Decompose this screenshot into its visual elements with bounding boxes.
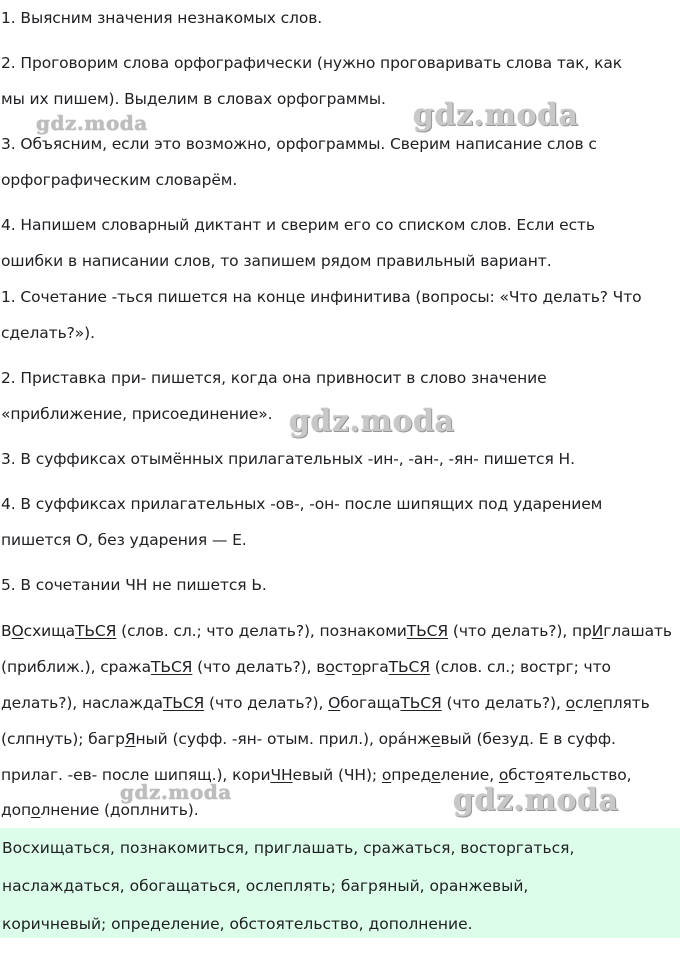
analysis-line-5: прилаг. -ев- после шипящ.), кориЧНевый (ЧН); определение, обстоятельство, [1,766,632,784]
rule-2-line-1: 2. Приставка при- пишется, когда она привносит в слово значение [1,369,547,387]
analysis-line-1: ВОсхищаТЬСЯ (слов. сл.; что делать?), познакомиТЬСЯ (что делать?), прИглашать [1,622,672,640]
watermark-logo: gdz.moda [289,404,455,439]
rule-5: 5. В сочетании ЧН не пишется Ь. [1,576,267,594]
step-2-line-2: мы их пишем). Выделим в словах орфограммы. [1,90,386,108]
rule-2-line-2: «приближение, присоединение». [1,405,273,423]
step-4-line-2: ошибки в написании слов, то запишем рядом правильный вариант. [1,252,552,270]
rule-1-line-2: сделать?»). [1,324,95,342]
watermark-logo: gdz.moda [453,783,619,818]
step-2-line-1: 2. Проговорим слова орфографически (нужно проговаривать слова так, как [1,54,623,72]
rule-4-line-1: 4. В суффиксах прилагательных -ов-, -он- после шипящих под ударением [1,495,603,513]
step-1: 1. Выясним значения незнакомых слов. [1,9,323,27]
answer-line-2: наслаждаться, обогащаться, ослеплять; багряный, оранжевый, [2,877,529,895]
answer-line-3: коричневый; определение, обстоятельство, дополнение. [2,915,473,933]
analysis-line-4: (слпнуть); багрЯный (суфф. -ян- отым. прил.), ора́нжевый (безуд. Е в суфф. [1,730,616,748]
analysis-line-3: делать?), наслаждаТЬСЯ (что делать?), ОбогащаТЬСЯ (что делать?), ослеплять [1,694,650,712]
rule-3: 3. В суффиксах отымённых прилагательных -ин-, -ан-, -ян- пишется Н. [1,450,575,468]
step-4-line-1: 4. Напишем словарный диктант и сверим его со списком слов. Если есть [1,216,595,234]
analysis-line-6: дополнение (доплнить). [1,801,199,819]
analysis-line-2: (приближ.), сражаТЬСЯ (что делать?), восторгаТЬСЯ (слов. сл.; вострг; что [1,658,611,676]
answer-line-1: Восхищаться, познакомиться, приглашать, сражаться, восторгаться, [2,839,575,857]
watermark-logo: gdz.moda [120,780,232,804]
step-3-line-1: 3. Объясним, если это возможно, орфограммы. Сверим написание слов с [1,135,597,153]
watermark-logo: gdz.moda [36,111,148,135]
step-3-line-2: орфографическим словарём. [1,171,238,189]
rule-4-line-2: пишется О, без ударения — Е. [1,531,247,549]
answer-block [0,828,680,938]
rule-1-line-1: 1. Сочетание -ться пишется на конце инфинитива (вопросы: «Что делать? Что [1,288,642,306]
watermark-logo: gdz.moda [413,98,579,133]
